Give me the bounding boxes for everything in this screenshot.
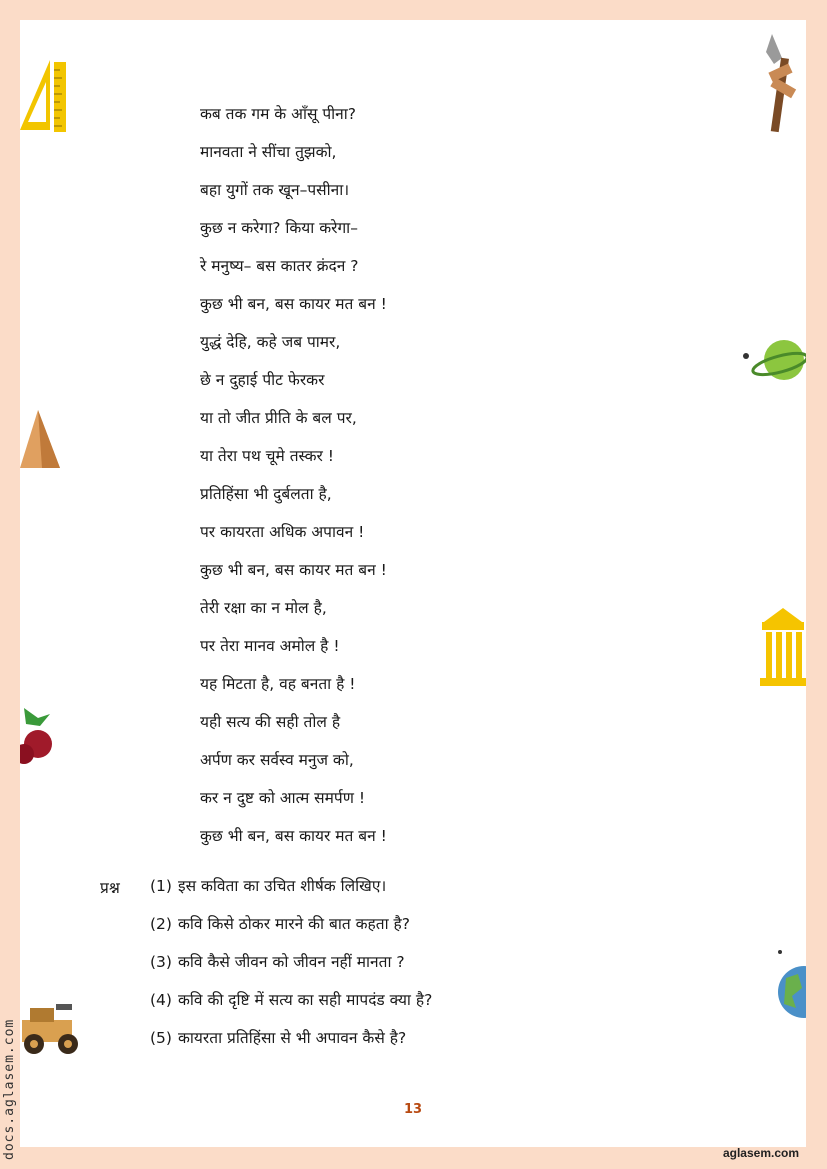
question-item	[150, 914, 432, 952]
document-page	[20, 20, 806, 1147]
question-text: कायरता प्रतिहिंसा से भी अपावन कैसे है?	[178, 1029, 407, 1047]
poem-line: तेरी रक्षा का न मोल है,	[200, 599, 327, 617]
poem-line: युद्धं देहि, कहे जब पामर,	[200, 333, 341, 351]
poem-line: मानवता ने सींचा तुझको,	[200, 143, 337, 161]
question-item	[150, 990, 432, 1028]
poem-line: कर न दुष्ट को आत्म समर्पण !	[200, 789, 366, 807]
question-item	[150, 952, 432, 990]
question-text: कवि कैसे जीवन को जीवन नहीं मानता ?	[178, 953, 405, 971]
question-item	[150, 876, 432, 914]
poem-line: कुछ भी बन, बस कायर मत बन !	[200, 295, 387, 313]
question-number: (3)	[150, 953, 172, 971]
question-number: (2)	[150, 915, 172, 933]
question-text: कवि की दृष्टि में सत्य का सही मापदंड क्या है?	[178, 991, 433, 1009]
question-number: (5)	[150, 1029, 172, 1047]
poem-line: या तेरा पथ चूमे तस्कर !	[200, 447, 334, 465]
stone-axe-icon	[762, 34, 806, 134]
fruit-icon	[20, 708, 56, 770]
question-item	[150, 1028, 432, 1066]
page-number: 13	[403, 1102, 423, 1117]
question-list	[150, 876, 432, 1066]
brand-link[interactable]: aglasem.com	[722, 1146, 799, 1160]
pyramid-icon	[20, 410, 60, 470]
question-text: कवि किसे ठोकर मारने की बात कहता है?	[178, 915, 410, 933]
poem-line: बहा युगों तक खून–पसीना।	[200, 181, 350, 199]
poem-line: कुछ न करेगा? किया करेगा–	[200, 219, 358, 237]
questions-heading: प्रश्न	[100, 879, 120, 897]
poem-line: यही सत्य की सही तोल है	[200, 713, 341, 731]
poem-line: पर कायरता अधिक अपावन !	[200, 523, 365, 541]
question-text: इस कविता का उचित शीर्षक लिखिए।	[178, 877, 387, 895]
poem-line: कुछ भी बन, बस कायर मत बन !	[200, 561, 387, 579]
planet-icon	[742, 334, 806, 386]
globe-icon	[776, 948, 806, 1020]
poem-stanza	[200, 104, 387, 864]
poem-line: रे मनुष्य– बस कातर क्रंदन ?	[200, 257, 359, 275]
temple-pillars-icon	[760, 608, 806, 686]
poem-line: पर तेरा मानव अमोल है !	[200, 637, 340, 655]
vintage-car-icon	[20, 1000, 82, 1058]
side-watermark: docs.aglasem.com	[2, 1018, 17, 1160]
question-number: (1)	[150, 877, 172, 895]
question-number: (4)	[150, 991, 172, 1009]
ruler-triangle-icon	[20, 60, 68, 134]
poem-line: यह मिटता है, वह बनता है !	[200, 675, 356, 693]
poem-line: छे न दुहाई पीट फेरकर	[200, 371, 325, 389]
poem-line: कुछ भी बन, बस कायर मत बन !	[200, 827, 387, 845]
poem-line: कब तक गम के आँसू पीना?	[200, 105, 357, 123]
poem-line: या तो जीत प्रीति के बल पर,	[200, 409, 357, 427]
poem-line: प्रतिहिंसा भी दुर्बलता है,	[200, 485, 332, 503]
poem-line: अर्पण कर सर्वस्व मनुज को,	[200, 751, 354, 769]
